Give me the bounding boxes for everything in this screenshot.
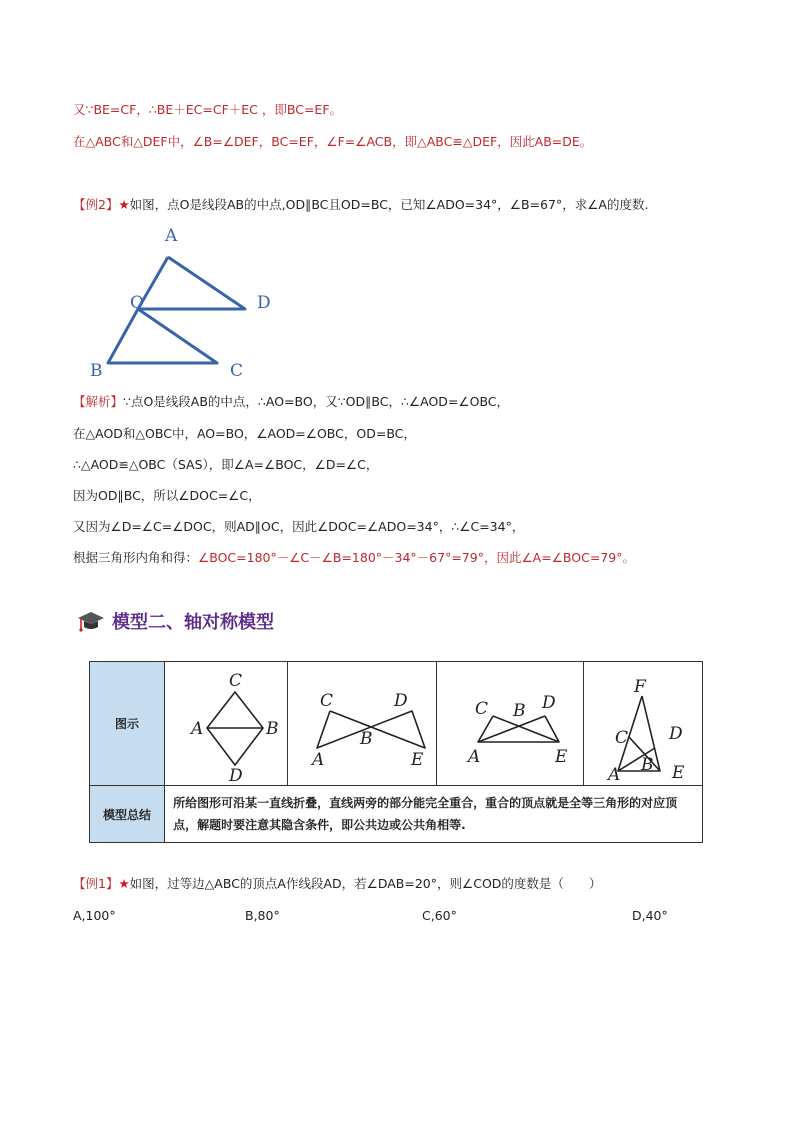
graduation-cap-icon — [76, 610, 106, 632]
fig-b-label-e: E — [411, 750, 424, 770]
example-1-question — [73, 876, 601, 892]
fig-c-label-c: C — [474, 699, 488, 719]
isosceles-figure — [584, 662, 702, 785]
figure-cell-d — [583, 662, 702, 786]
solution-text-6b: ∠BOC=180°－∠C－∠B=180°－34°－67°=79°，因此∠A=∠BOC=79°。 — [198, 550, 635, 565]
example-text: 如图，点O是线段AB的中点,OD∥BC且OD=BC，已知∠ADO=34°，∠B=67°，求∠A的度数. — [129, 197, 649, 212]
example-1-text: 如图，过等边△ABC的顶点A作线段AD，若∠DAB=20°，则∠COD的度数是（ ） — [129, 876, 602, 891]
solution-line-1 — [73, 394, 509, 410]
figure-cell-b — [288, 662, 436, 786]
solution-text-6a: 根据三角形内角和得： — [73, 550, 199, 565]
option-d[interactable]: D,40° — [632, 908, 668, 923]
fig-d-label-d: D — [668, 724, 683, 744]
solution-line-3: ∴△AOD≌△OBC（SAS），即∠A=∠BOC，∠D=∠C， — [73, 457, 379, 472]
fig-a-label-c: C — [229, 671, 243, 691]
model-table — [89, 661, 703, 843]
fig-d-label-b: B — [640, 755, 654, 775]
option-c[interactable]: C,60° — [422, 908, 457, 923]
section-title — [76, 608, 274, 634]
fig-d-label-a: A — [607, 765, 621, 785]
solution-text-1: ∵点O是线段AB的中点，∴AO=BO，又∵OD∥BC，∴∠AOD=∠OBC， — [123, 394, 510, 409]
option-a[interactable]: A,100° — [73, 908, 116, 923]
solution-line-6 — [73, 550, 635, 566]
fig-b-label-d: D — [394, 691, 408, 711]
example-2-question — [73, 197, 648, 213]
solution-line-4: 因为OD∥BC，所以∠DOC=∠C， — [73, 488, 261, 503]
option-b[interactable]: B,80° — [245, 908, 280, 923]
label-d: D — [257, 293, 271, 313]
solution-line-2: 在△AOD和△OBC中，AO=BO，∠AOD=∠OBC，OD=BC， — [73, 426, 416, 441]
fig-d-label-e: E — [671, 763, 685, 783]
label-o: O — [130, 293, 144, 313]
example-tag: 【例2】 — [73, 197, 119, 212]
fig-d-label-c: C — [614, 728, 628, 748]
fig-a-label-d: D — [229, 766, 243, 785]
table-header-diagram: 图示 — [90, 662, 165, 786]
fig-c-label-e: E — [554, 747, 567, 767]
fig-d-label-f: F — [633, 677, 646, 697]
star-icon: ★ — [118, 197, 130, 212]
rhombus-figure — [165, 662, 287, 785]
proof-line-1: 又∵BE=CF，∴BE＋EC=CF＋EC ，即BC=EF。 — [73, 102, 343, 117]
section-title-text: 模型二、轴对称模型 — [112, 612, 274, 633]
label-a: A — [165, 226, 178, 246]
fig-a-label-a: A — [191, 719, 204, 739]
fig-c-label-a: A — [467, 747, 480, 767]
label-c: C — [230, 361, 244, 381]
triangle-figure — [100, 250, 270, 370]
figure-cell-c — [436, 662, 583, 786]
fig-b-label-c: C — [320, 691, 334, 711]
triangle-aod — [138, 257, 245, 309]
fig-c-label-b: B — [512, 701, 526, 721]
solution-tag: 【解析】 — [73, 394, 124, 409]
model-summary-text: 所给图形可沿某一直线折叠，直线两旁的部分能完全重合，重合的顶点就是全等三角形的对应顶点，解题时要注意其隐含条件，即公共边或公共角相等. — [165, 786, 703, 843]
triangle-obc — [108, 309, 217, 363]
example-1-tag: 【例1】 — [73, 876, 119, 891]
bowtie-figure — [288, 662, 435, 785]
proof-line-2: 在△ABC和△DEF中，∠B=∠DEF，BC=EF，∠F=∠ACB，即△ABC≌△DEF，因此AB=DE。 — [73, 134, 593, 149]
fig-c-label-d: D — [541, 693, 556, 713]
overlap-triangles-figure — [437, 662, 583, 785]
table-header-summary: 模型总结 — [90, 786, 165, 843]
fig-b-label-a: A — [312, 750, 325, 770]
figure-cell-a — [165, 662, 288, 786]
solution-line-5: 又因为∠D=∠C=∠DOC，则AD∥OC，因此∠DOC=∠ADO=34°，∴∠C=34°， — [73, 519, 525, 534]
fig-a-label-b: B — [266, 719, 279, 739]
star-icon: ★ — [118, 876, 130, 891]
label-b: B — [90, 361, 103, 381]
fig-b-label-b: B — [360, 729, 373, 749]
